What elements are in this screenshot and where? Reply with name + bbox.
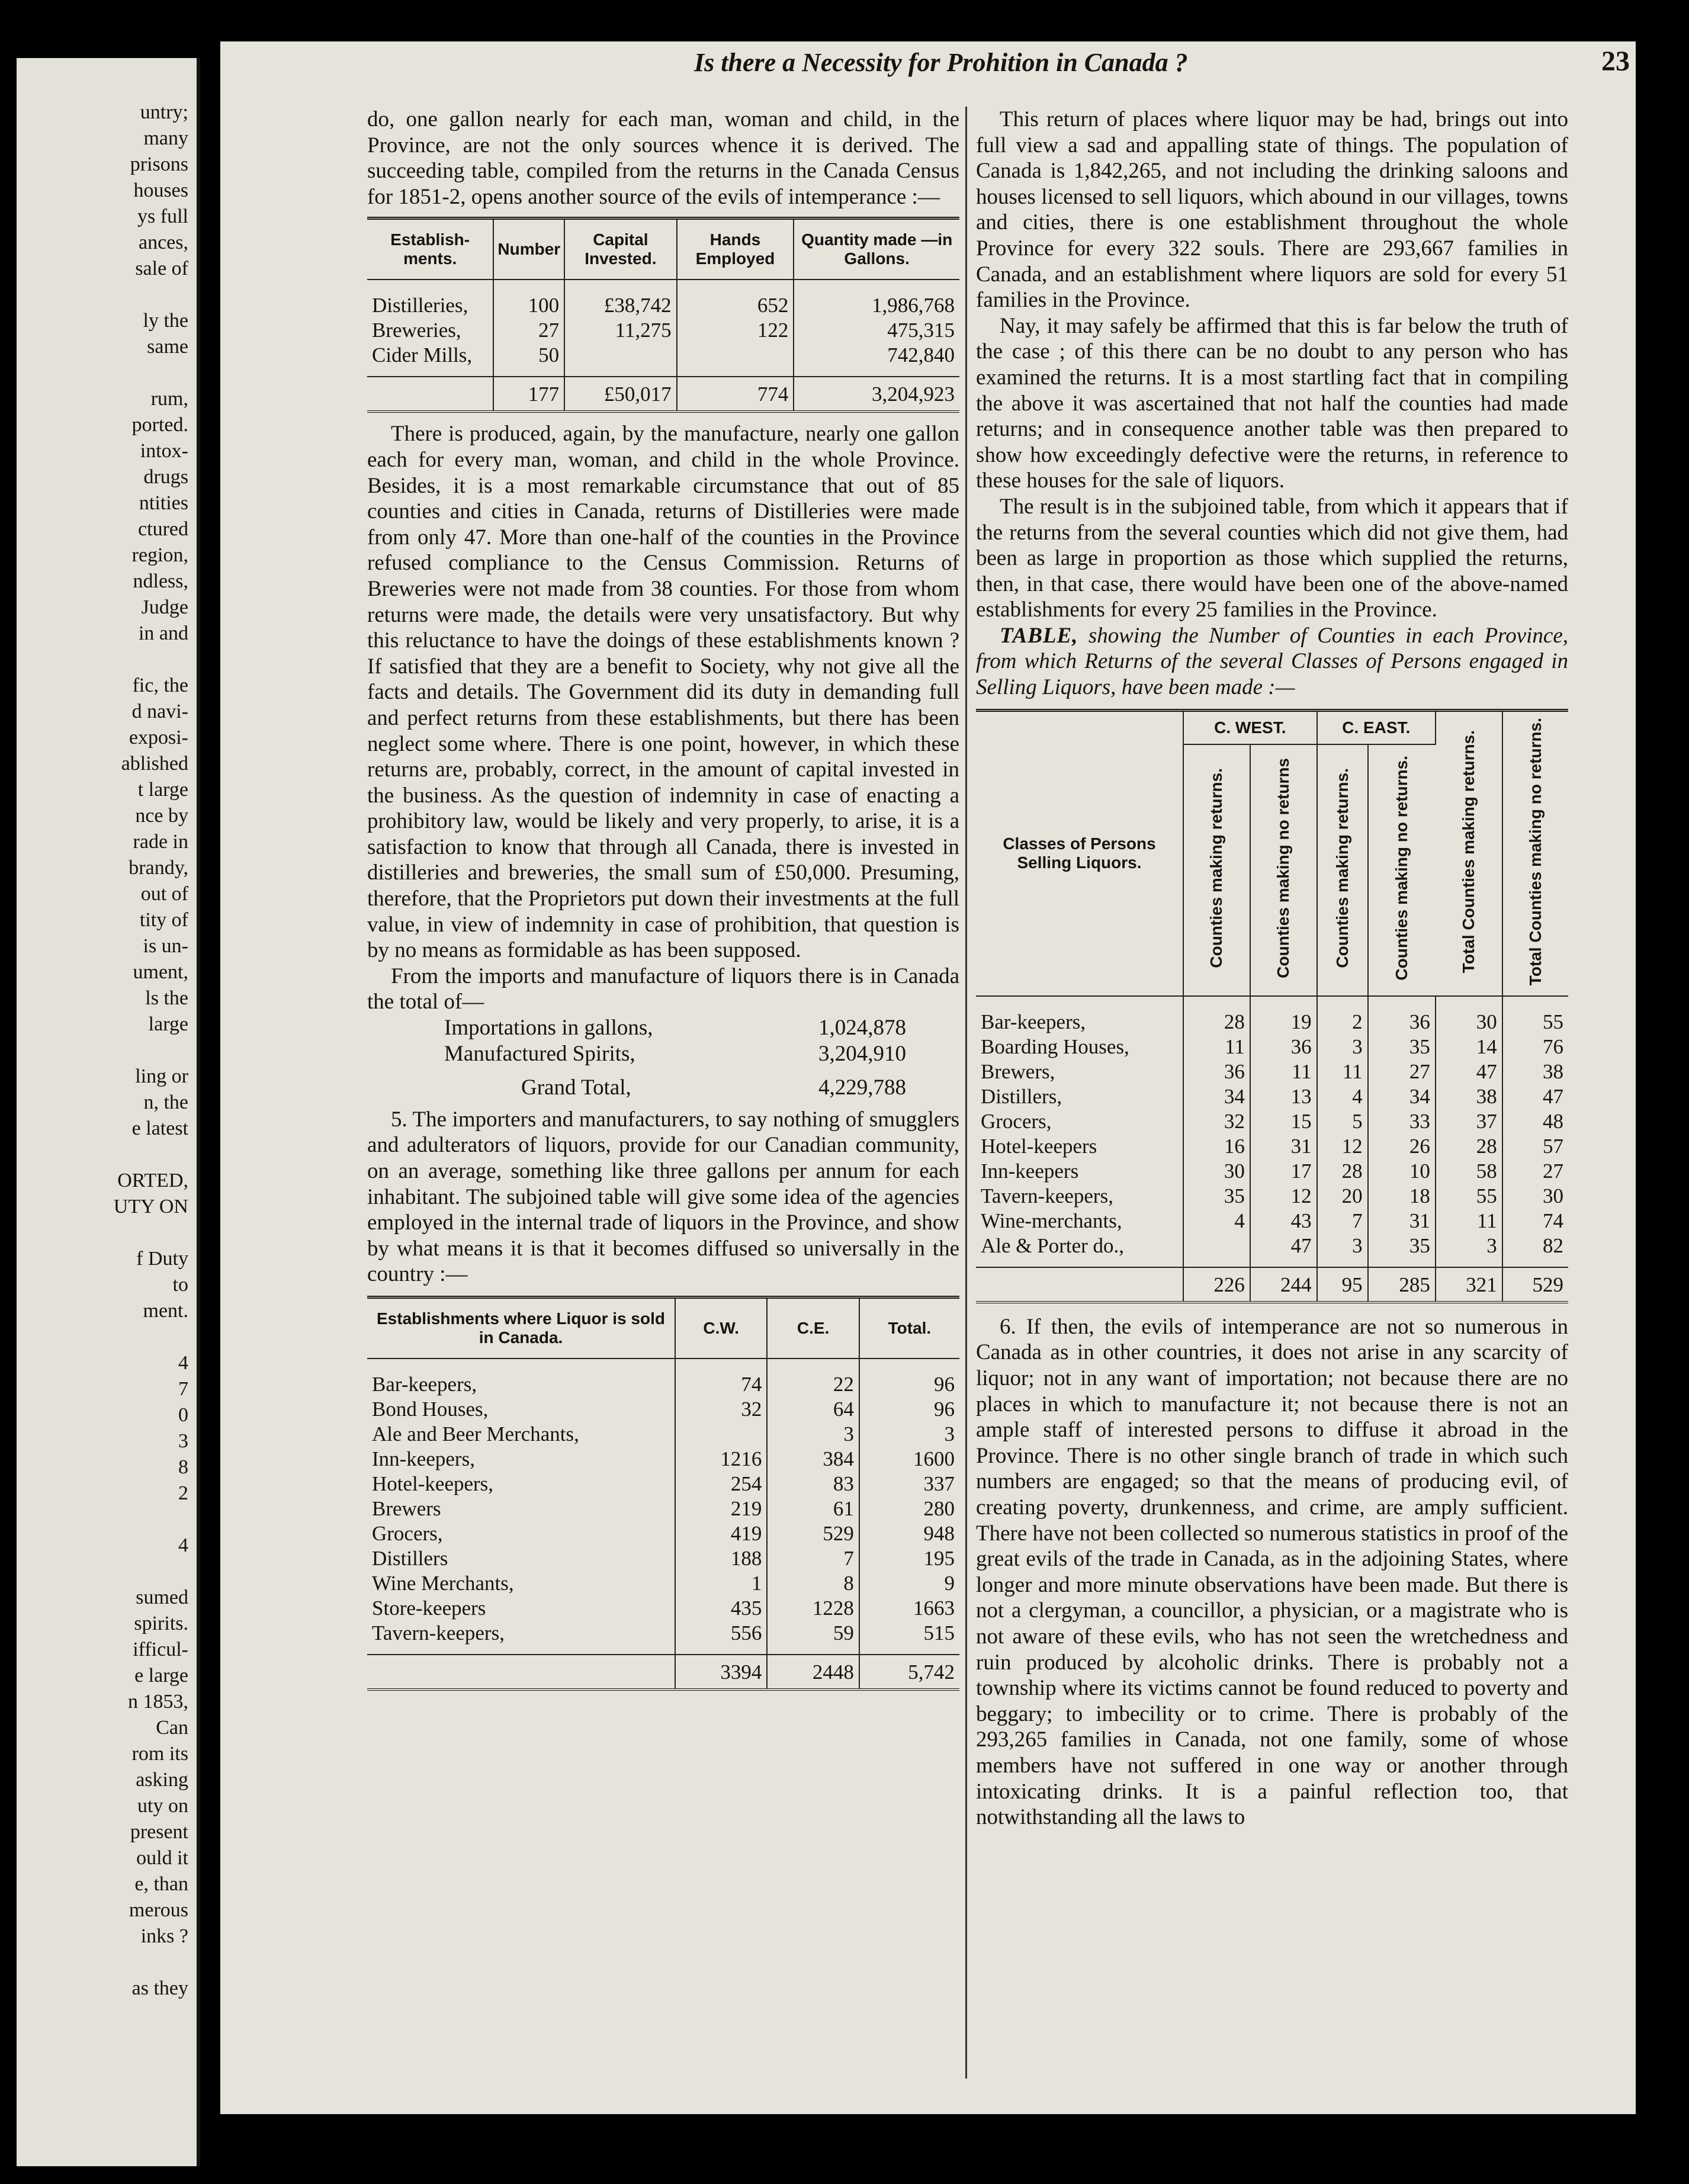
counties-table-caption xyxy=(976,623,1568,701)
cell-value: 28 xyxy=(1183,996,1250,1035)
running-head xyxy=(220,41,1636,83)
cell-value: 16 xyxy=(1183,1134,1250,1159)
cell-value: 4 xyxy=(1317,1084,1368,1109)
counties-row xyxy=(976,1035,1568,1059)
previous-page-fragment: nce by xyxy=(135,805,188,827)
imports-label: Importations in gallons, xyxy=(444,1016,653,1040)
previous-page-fragment: region, xyxy=(131,544,188,566)
previous-page-fragment: ported. xyxy=(131,414,188,436)
census-header-hands: Hands Employed xyxy=(677,219,794,280)
cell-value: 96 xyxy=(934,1397,955,1421)
row-label: Brewers, xyxy=(976,1059,1183,1084)
counties-caption-lead: TABLE, xyxy=(1000,623,1078,648)
census-table-body xyxy=(367,280,959,412)
previous-page-fragment: ould it xyxy=(136,1847,188,1869)
cell-value: 55 xyxy=(1436,1184,1502,1209)
cell-value: 11 xyxy=(1317,1059,1368,1084)
section-five-paragraph: 5. The importers and manufacturers, to say nothing of smugglers and adulterators of liquors, provide for our Canadian community, on an average, something like three gallons per annum for each inhabitant. The subjoined table will give some idea of the agencies employed in the internal trade of liquors in the Province, and show by what means it is that it becomes diffused so universally in the country :— xyxy=(367,1107,959,1287)
previous-page-fragment: ys full xyxy=(137,205,188,227)
counties-row xyxy=(976,996,1568,1035)
establishments-row xyxy=(367,1397,959,1422)
cell-value xyxy=(675,1422,767,1447)
cell-value: 280 xyxy=(923,1496,955,1520)
section-six-paragraph: 6. If then, the evils of intemperance are not so numerous in Canada as in other countries, it does not arise in any scarcity of liquor; not in any want of importation; not because there are no places in which to manufacture it; not because there is not an ample staff of interested persons to diffuse it abroad in the Province. There is no other single branch of trade in which such numbers are engaged; so that the means of producing evil, of creating poverty, drunkenness, and crime, are amply sufficient. There have not been collected so numerous statistics in proof of the great evils of the trade in Canada, as in the adjoining States, where longer and more minute observations have been made. But there is not a clergyman, a councillor, a physician, or a magistrate who is not aware of these evils, who has not seen the wretchedness and ruin produced by alcoholic drinks. There is probably not a township where its victims cannot be found reduced to poverty and beggary; to imbecility or to crime. There is probably of the 293,265 families in Canada, not one family, some of whose members have not suffered in one way or another through intoxicating drinks. It is a painful reflection too, that notwithstanding all the laws to xyxy=(976,1314,1568,1830)
cell-value: 18 xyxy=(1368,1184,1436,1209)
row-label: Bond Houses, xyxy=(367,1397,675,1422)
previous-page-fragment: ances, xyxy=(138,232,188,253)
cell-value: 47 xyxy=(1250,1234,1317,1267)
previous-page-fragment: 2 xyxy=(178,1482,188,1504)
cell-value: 31 xyxy=(1250,1134,1317,1159)
cell-value: 419 xyxy=(675,1521,767,1546)
cell-value: 3 xyxy=(1436,1234,1502,1267)
previous-page-fragment: in and xyxy=(138,622,188,644)
vertical-header-text: Counties making returns. xyxy=(1332,768,1351,968)
grand-total xyxy=(521,1075,906,1101)
row-label: Grocers, xyxy=(976,1109,1183,1134)
cell-value: 32 xyxy=(1183,1109,1250,1134)
previous-page-fragment: 4 xyxy=(178,1352,188,1374)
cell-value: 195 xyxy=(923,1546,955,1570)
cell-value: 14 xyxy=(1436,1035,1502,1059)
cell-value: 32 xyxy=(675,1397,767,1422)
cell-value xyxy=(677,343,794,377)
establishments-table-body xyxy=(367,1358,959,1690)
row-label: Ale & Porter do., xyxy=(976,1234,1183,1267)
previous-page-fragment: large xyxy=(148,1013,188,1035)
previous-page-fragment: n 1853, xyxy=(128,1691,188,1713)
cell-value xyxy=(564,343,676,377)
counties-row xyxy=(976,1234,1568,1267)
cell-value: 82 xyxy=(1543,1234,1563,1257)
cell-value: 7 xyxy=(1317,1209,1368,1234)
cell-value: 47 xyxy=(1436,1059,1502,1084)
total-value: 5,742 xyxy=(859,1655,959,1690)
row-label: Hotel-keepers xyxy=(976,1134,1183,1159)
cell-value: 36 xyxy=(1250,1035,1317,1059)
previous-page-fragment: ls the xyxy=(145,987,188,1009)
cell-value: 27 xyxy=(1543,1159,1563,1183)
counties-row xyxy=(976,1109,1568,1134)
previous-page-fragment: d navi- xyxy=(131,701,188,722)
row-label: Bar-keepers, xyxy=(976,996,1183,1035)
cell-value: 219 xyxy=(675,1496,767,1521)
previous-page-fragment: ument, xyxy=(133,961,188,983)
cell-value: 3 xyxy=(1317,1035,1368,1059)
previous-page-fragment: 0 xyxy=(178,1404,188,1426)
cell-value: 55 xyxy=(1543,1010,1563,1033)
row-label: Inn-keepers xyxy=(976,1159,1183,1184)
cell-value: 20 xyxy=(1317,1184,1368,1209)
previous-page-fragment: ablished xyxy=(121,753,188,775)
census-header-number: Number xyxy=(493,219,564,280)
previous-page-fragment: ly the xyxy=(143,310,188,332)
previous-page-fragment: same xyxy=(147,336,188,358)
grand-total-label: Grand Total, xyxy=(521,1075,631,1100)
previous-page-fragment: ment. xyxy=(143,1300,188,1322)
previous-page-fragment: brandy, xyxy=(129,857,188,879)
page xyxy=(220,41,1636,2114)
cell-value: 3 xyxy=(1317,1234,1368,1267)
total-value: £50,017 xyxy=(564,377,676,412)
census-row xyxy=(367,318,959,343)
previous-page-fragment: ctured xyxy=(138,518,188,540)
establishments-row xyxy=(367,1496,959,1521)
counties-group-west: C. WEST. xyxy=(1183,710,1317,744)
previous-page-fragment: ntities xyxy=(139,492,188,514)
establishments-header-label: Establishments where Liquor is sold in Canada. xyxy=(367,1297,675,1358)
cell-value: 337 xyxy=(923,1472,955,1495)
previous-page-fragment: intox- xyxy=(140,440,188,462)
previous-page-fragment: many xyxy=(143,127,188,149)
cell-value: 59 xyxy=(767,1621,859,1655)
previous-page-fragment: is un- xyxy=(143,935,188,957)
cell-value: 742,840 xyxy=(887,343,955,367)
cell-value: 30 xyxy=(1436,996,1502,1035)
vertical-header-text: Counties making returns. xyxy=(1207,768,1226,968)
cell-value: 35 xyxy=(1183,1184,1250,1209)
previous-page-fragment: uty on xyxy=(137,1795,188,1817)
cell-value: 515 xyxy=(923,1621,955,1645)
cell-value: 100 xyxy=(493,280,564,318)
establishments-table xyxy=(367,1296,959,1691)
imports-paragraph: From the imports and manufacture of liquors there is in Canada the total of— xyxy=(367,963,959,1014)
previous-page-fragment: fic, the xyxy=(132,675,188,696)
column-divider xyxy=(965,107,967,2079)
row-label: Hotel-keepers, xyxy=(367,1472,675,1496)
row-label: Wine-merchants, xyxy=(976,1209,1183,1234)
cell-value: 15 xyxy=(1250,1109,1317,1134)
previous-page-fragment: out of xyxy=(140,883,188,905)
cell-value: 38 xyxy=(1436,1084,1502,1109)
total-value xyxy=(976,1267,1183,1302)
cell-value: 74 xyxy=(675,1358,767,1397)
previous-page-fragment: tity of xyxy=(139,909,188,931)
establishments-row xyxy=(367,1447,959,1472)
cell-value: 435 xyxy=(675,1596,767,1621)
cell-value: 47 xyxy=(1543,1084,1563,1108)
total-value: 2448 xyxy=(767,1655,859,1690)
previous-page-fragment: asking xyxy=(136,1769,188,1791)
cell-value: 948 xyxy=(923,1521,955,1545)
cell-value: 11,275 xyxy=(564,318,676,343)
total-value: 95 xyxy=(1317,1267,1368,1302)
total-value: 226 xyxy=(1183,1267,1250,1302)
produced-paragraph: There is produced, again, by the manufacture, nearly one gallon each for every man, woman, and child in the whole Province. Besides, it is a most remarkable circumstance that out of 85 counties and cities in Canada, returns of Distilleries were made from only 47. More than one-half of the counties in the Province refused compliance to the Census Commission. Returns of Breweries were not made from 38 counties. For those from whom returns were made, the details were very unsatisfactory. But why this reluctance to have the doings of these establishments known ? If satisfied that they are a benefit to Society, why not give all the facts and details. The Government did its duty in demanding full and perfect returns from these establishments, but there has been neglect some where. There is one point, however, in which these returns are, probably, correct, in the amount of capital invested in the business. As the question of indemnity in case of enacting a prohibitory law, would be likely and very properly, to arise, it is a satisfaction to know that through all Canada, there is invested in distilleries and breweries, the small sum of £50,000. Presuming, therefore, that the Proprietors put down their investments at the full value, in view of indemnity in case of prohibition, that question is by no means as formidable as has been supposed. xyxy=(367,422,959,963)
left-column xyxy=(367,107,959,1691)
cell-value: 11 xyxy=(1183,1035,1250,1059)
row-label: Brewers xyxy=(367,1496,675,1521)
cell-value: 3 xyxy=(944,1422,955,1446)
previous-page-fragment: Judge xyxy=(141,596,188,618)
row-label: Grocers, xyxy=(367,1521,675,1546)
grand-total-value: 4,229,788 xyxy=(818,1075,906,1100)
counties-row xyxy=(976,1134,1568,1159)
counties-caption-text: showing the Number of Counties in each Province, from which Returns of the several Classes of Persons engaged in Selling Liquors, have been made :— xyxy=(976,623,1568,700)
counties-header-west-no-returns xyxy=(1250,744,1317,996)
previous-page-fragment: merous xyxy=(129,1899,188,1921)
result-paragraph: The result is in the subjoined table, from which it appears that if the returns from the several counties which did not give them, had been as large in proportion as those which supplied the returns, then, in that case, there would have been one of the above-named establishments for every 25 families in the Province. xyxy=(976,494,1568,622)
cell-value: 43 xyxy=(1250,1209,1317,1234)
census-table xyxy=(367,217,959,413)
establishments-row xyxy=(367,1596,959,1621)
total-value: 774 xyxy=(677,377,794,412)
counties-group-east: C. EAST. xyxy=(1317,710,1436,744)
totals-row xyxy=(367,1655,959,1690)
previous-page-fragment: f Duty xyxy=(136,1248,188,1270)
page-edge xyxy=(197,58,200,2166)
previous-page-fragment: 4 xyxy=(178,1534,188,1556)
cell-value: 17 xyxy=(1250,1159,1317,1184)
previous-page-fragment: untry; xyxy=(140,101,188,123)
counties-header-total-no-returns xyxy=(1502,710,1568,996)
cell-value: 30 xyxy=(1183,1159,1250,1184)
intro-paragraph: do, one gallon nearly for each man, woman and child, in the Province, are not the only sources whence it is derived. The succeeding table, compiled from the returns in the Canada Census for 1851-2, opens another source of the evils of intemperance :— xyxy=(367,107,959,209)
counties-header-west-returns xyxy=(1183,744,1250,996)
imports-list xyxy=(444,1015,959,1067)
previous-page-fragment: 8 xyxy=(178,1456,188,1478)
establishments-row xyxy=(367,1621,959,1655)
previous-page-fragment: spirits. xyxy=(134,1613,188,1634)
total-value: 177 xyxy=(493,377,564,412)
nay-paragraph: Nay, it may safely be affirmed that this is far below the truth of the case ; of this there can be no doubt to any person who has examined the returns. It is a most startling fact that in compiling the above it was ascertained that not half the counties had made returns; and in consequence another table was then prepared to show how exceedingly defective were the returns, in reference to these houses for the sale of liquors. xyxy=(976,313,1568,493)
row-label: Tavern-keepers, xyxy=(367,1621,675,1655)
cell-value: 384 xyxy=(767,1447,859,1472)
cell-value: 3 xyxy=(767,1422,859,1447)
cell-value: 33 xyxy=(1368,1109,1436,1134)
right-column xyxy=(976,107,1568,1830)
establishments-row xyxy=(367,1472,959,1496)
previous-page-fragment: ndless, xyxy=(133,570,188,592)
cell-value: 188 xyxy=(675,1546,767,1571)
previous-page-fragment: UTY ON xyxy=(113,1196,188,1218)
cell-value: 13 xyxy=(1250,1084,1317,1109)
cell-value: 11 xyxy=(1250,1059,1317,1084)
cell-value: 50 xyxy=(493,343,564,377)
cell-value: 27 xyxy=(493,318,564,343)
establishments-header-cw: C.W. xyxy=(675,1297,767,1358)
total-value xyxy=(367,1655,675,1690)
total-value: 3394 xyxy=(675,1655,767,1690)
previous-page-fragment: prisons xyxy=(130,153,188,175)
cell-value: 30 xyxy=(1543,1184,1563,1207)
counties-row xyxy=(976,1209,1568,1234)
previous-page-fragment: to xyxy=(172,1274,188,1296)
cell-value: 76 xyxy=(1543,1035,1563,1058)
previous-page-fragment: e large xyxy=(134,1665,188,1687)
cell-value: 529 xyxy=(767,1521,859,1546)
establishments-row xyxy=(367,1521,959,1546)
cell-value: 37 xyxy=(1436,1109,1502,1134)
running-title: Is there a Necessity for Prohition in Canada ? xyxy=(694,48,1188,77)
cell-value: 1 xyxy=(675,1571,767,1596)
previous-page-fragment: as they xyxy=(131,1977,188,1999)
census-header-quantity: Quantity made —in Gallons. xyxy=(794,219,959,280)
total-value: 321 xyxy=(1436,1267,1502,1302)
cell-value: 35 xyxy=(1368,1234,1436,1267)
cell-value: 61 xyxy=(767,1496,859,1521)
row-label: Boarding Houses, xyxy=(976,1035,1183,1059)
previous-page-fragment: 7 xyxy=(178,1378,188,1400)
row-label: Store-keepers xyxy=(367,1596,675,1621)
imports-label: Manufactured Spirits, xyxy=(444,1041,635,1066)
cell-value: 48 xyxy=(1543,1109,1563,1133)
cell-value: 34 xyxy=(1368,1084,1436,1109)
cell-value: 2 xyxy=(1317,996,1368,1035)
return-paragraph: This return of places where liquor may be had, brings out into full view a sad and appalling state of things. The population of Canada is 1,842,265, and not including the drinking saloons and houses licensed to sell liquors, which abound in our villages, towns and cities, there is one establishment throughout the whole Province for every 322 souls. There are 293,667 families in Canada, and an establishment where liquors are sold for every 51 families in the Province. xyxy=(976,107,1568,313)
total-value: 529 xyxy=(1502,1267,1568,1302)
vertical-header-text: Counties making no returns xyxy=(1274,757,1293,978)
establishments-row xyxy=(367,1546,959,1571)
previous-page-fragment: sale of xyxy=(135,258,188,280)
previous-page-fragment: ORTED, xyxy=(117,1170,188,1191)
imports-value: 1,024,878 xyxy=(818,1016,906,1040)
counties-header-total-returns xyxy=(1436,710,1502,996)
cell-value: 556 xyxy=(675,1621,767,1655)
cell-value xyxy=(1183,1234,1250,1267)
previous-page-fragment: e, than xyxy=(134,1873,188,1895)
total-value: 285 xyxy=(1368,1267,1436,1302)
previous-page-fragment: inks ? xyxy=(140,1925,188,1947)
cell-value: 27 xyxy=(1368,1059,1436,1084)
cell-value: 11 xyxy=(1436,1209,1502,1234)
cell-value: 1228 xyxy=(767,1596,859,1621)
cell-value: 36 xyxy=(1368,996,1436,1035)
cell-value: 254 xyxy=(675,1472,767,1496)
establishments-row xyxy=(367,1422,959,1447)
row-label: Cider Mills, xyxy=(367,343,493,377)
cell-value: 35 xyxy=(1368,1035,1436,1059)
page-number: 23 xyxy=(1601,46,1630,77)
previous-page-fragment: n, the xyxy=(143,1091,188,1113)
cell-value: 19 xyxy=(1250,996,1317,1035)
cell-value: 475,315 xyxy=(887,319,955,342)
cell-value: 58 xyxy=(1436,1159,1502,1184)
establishments-header-ce: C.E. xyxy=(767,1297,859,1358)
cell-value: 31 xyxy=(1368,1209,1436,1234)
cell-value: 64 xyxy=(767,1397,859,1422)
establishments-row xyxy=(367,1358,959,1397)
previous-page-fragment: rade in xyxy=(133,831,188,853)
vertical-header-text: Total Counties making returns. xyxy=(1459,730,1478,973)
row-label: Ale and Beer Merchants, xyxy=(367,1422,675,1447)
vertical-header-text: Counties making no returns. xyxy=(1392,756,1411,981)
previous-page-fragment: sumed xyxy=(136,1586,188,1608)
previous-page-strip xyxy=(17,58,200,2166)
totals-row xyxy=(367,377,959,412)
total-value: 244 xyxy=(1250,1267,1317,1302)
cell-value: 1,986,768 xyxy=(872,294,955,317)
cell-value: 1216 xyxy=(675,1447,767,1472)
counties-row xyxy=(976,1159,1568,1184)
cell-value: 22 xyxy=(767,1358,859,1397)
row-label: Tavern-keepers, xyxy=(976,1184,1183,1209)
cell-value: 83 xyxy=(767,1472,859,1496)
counties-row xyxy=(976,1059,1568,1084)
previous-page-fragment: ifficul- xyxy=(133,1639,188,1661)
cell-value: 1600 xyxy=(913,1447,955,1470)
cell-value: 5 xyxy=(1317,1109,1368,1134)
census-row xyxy=(367,280,959,318)
imports-row xyxy=(444,1041,906,1067)
counties-row xyxy=(976,1084,1568,1109)
previous-page-fragment: rom its xyxy=(131,1743,188,1765)
cell-value: 652 xyxy=(677,280,794,318)
establishments-row xyxy=(367,1571,959,1596)
row-label: Bar-keepers, xyxy=(367,1358,675,1397)
totals-row xyxy=(976,1267,1568,1302)
row-label: Wine Merchants, xyxy=(367,1571,675,1596)
previous-page-fragment: present xyxy=(130,1821,188,1843)
previous-page-fragment: 3 xyxy=(178,1430,188,1452)
previous-page-fragment: drugs xyxy=(143,466,188,488)
cell-value: 74 xyxy=(1543,1209,1563,1232)
census-header-establishments: Establish-ments. xyxy=(367,219,493,280)
cell-value: 10 xyxy=(1368,1159,1436,1184)
counties-row-header: Classes of Persons Selling Liquors. xyxy=(976,710,1183,996)
row-label: Distillers xyxy=(367,1546,675,1571)
cell-value: 12 xyxy=(1250,1184,1317,1209)
previous-page-fragment: rum, xyxy=(150,388,188,410)
previous-page-fragment: e latest xyxy=(131,1117,188,1139)
counties-header-east-returns xyxy=(1317,744,1368,996)
census-row xyxy=(367,343,959,377)
cell-value: 28 xyxy=(1436,1134,1502,1159)
cell-value: 1663 xyxy=(913,1596,955,1620)
cell-value: 38 xyxy=(1543,1059,1563,1083)
cell-value: 122 xyxy=(677,318,794,343)
cell-value: 96 xyxy=(934,1372,955,1396)
counties-row xyxy=(976,1184,1568,1209)
cell-value: 28 xyxy=(1317,1159,1368,1184)
counties-header-east-no-returns xyxy=(1368,744,1436,996)
counties-table-body xyxy=(976,996,1568,1302)
row-label: Distilleries, xyxy=(367,280,493,318)
cell-value: 57 xyxy=(1543,1134,1563,1158)
cell-value: 9 xyxy=(944,1571,955,1595)
establishments-header-total: Total. xyxy=(859,1297,959,1358)
vertical-header-text: Total Counties making no returns. xyxy=(1526,717,1544,985)
total-value xyxy=(367,377,493,412)
total-value: 3,204,923 xyxy=(794,377,959,412)
row-label: Distillers, xyxy=(976,1084,1183,1109)
imports-value: 3,204,910 xyxy=(818,1041,906,1066)
previous-page-fragment: houses xyxy=(133,179,188,201)
row-label: Inn-keepers, xyxy=(367,1447,675,1472)
imports-row xyxy=(444,1015,906,1041)
row-label: Breweries, xyxy=(367,318,493,343)
cell-value: £38,742 xyxy=(564,280,676,318)
cell-value: 7 xyxy=(767,1546,859,1571)
previous-page-fragment: exposi- xyxy=(129,727,188,749)
cell-value: 36 xyxy=(1183,1059,1250,1084)
cell-value: 34 xyxy=(1183,1084,1250,1109)
previous-page-fragment: ling or xyxy=(135,1065,188,1087)
previous-page-fragment: t large xyxy=(137,779,188,801)
cell-value: 12 xyxy=(1317,1134,1368,1159)
counties-table xyxy=(976,709,1568,1303)
cell-value: 26 xyxy=(1368,1134,1436,1159)
census-header-capital: Capital Invested. xyxy=(564,219,676,280)
previous-page-fragment: Can xyxy=(156,1717,188,1739)
cell-value: 8 xyxy=(767,1571,859,1596)
cell-value: 4 xyxy=(1183,1209,1250,1234)
